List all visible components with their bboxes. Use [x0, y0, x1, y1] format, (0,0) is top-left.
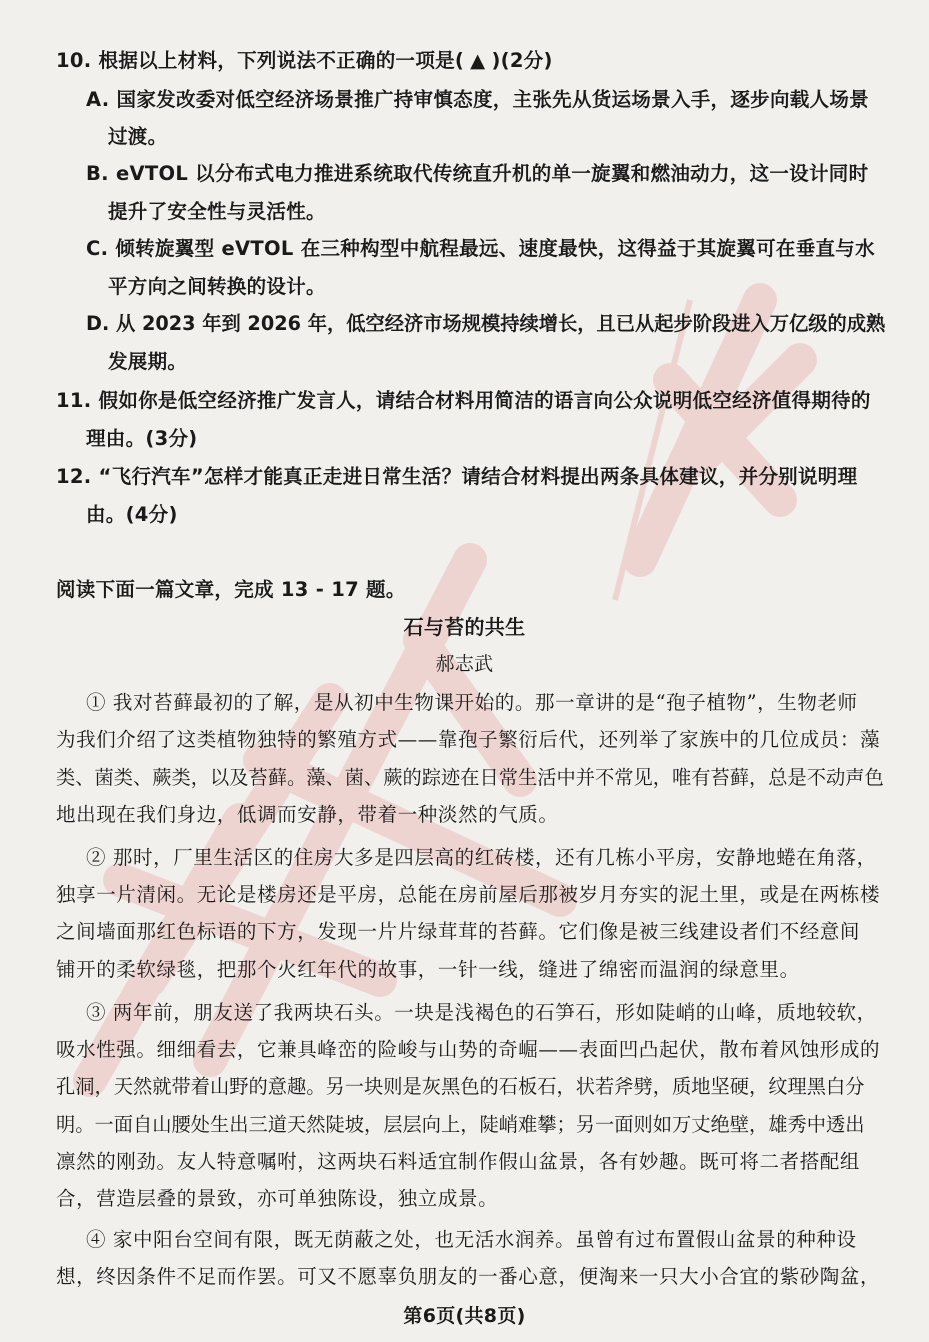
q12-line1: 12. “飞行汽车”怎样才能真正走进日常生活？请结合材料提出两条具体建议，并分别说明理	[56, 465, 858, 488]
q10-option-d-line1: D. 从 2023 年到 2026 年，低空经济市场规模持续增长，且已从起步阶段进入万亿级的成熟	[86, 312, 886, 335]
paragraph-2-line: 铺开的柔软绿毯，把那个火红年代的故事，一针一线，缝进了绵密而温润的绿意里。	[56, 958, 800, 981]
paragraph-2-line: ② 那时，厂里生活区的住房大多是四层高的红砖楼，还有几栋小平房，安静地蜷在角落，	[86, 846, 877, 869]
article-title: 石与苔的共生	[403, 615, 526, 639]
paragraph-3-line: 凛然的刚劲。友人特意嘱咐，这两块石料适宜制作假山盆景，各有妙趣。既可将二者搭配组	[56, 1150, 861, 1173]
q10-option-b-line2: 提升了安全性与灵活性。	[108, 200, 326, 223]
paragraph-4-line: 想，终因条件不足而作罢。可又不愿辜负朋友的一番心意，便淘来一只大小合宜的紫砂陶盆，	[56, 1265, 881, 1288]
paragraph-3-line: 吸水性强。细细看去，它兼具峰峦的险峻与山势的奇崛——表面凹凸起伏，散布着风蚀形成的	[56, 1038, 881, 1061]
q10-option-b-line1: B. eVTOL 以分布式电力推进系统取代传统直升机的单一旋翼和燃油动力，这一设计同时	[86, 162, 869, 185]
q11-line2: 理由。(3分)	[86, 427, 198, 450]
q12-line2: 由。(4分)	[86, 503, 178, 526]
q10-stem-before: 10. 根据以上材料，下列说法不正确的一项是(	[56, 49, 465, 72]
q10-option-c-line1: C. 倾转旋翼型 eVTOL 在三种构型中航程最远、速度最快，这得益于其旋翼可在垂直与水	[86, 237, 875, 260]
paragraph-3-line: 孔洞，天然就带着山野的意趣。另一块则是灰黑色的石板石，状若斧劈，质地坚硬，纹理黑白分	[56, 1075, 865, 1098]
q10-option-c-line2: 平方向之间转换的设计。	[108, 275, 326, 298]
q10-stem-after: )(2分)	[491, 49, 553, 72]
paragraph-2-line: 之间墙面那红色标语的下方，发现一片片绿茸茸的苔藓。它们像是被三线建设者们不经意间	[56, 920, 861, 943]
paragraph-4-line: ④ 家中阳台空间有限，既无荫蔽之处，也无活水润养。虽曾有过布置假山盆景的种种设	[86, 1228, 857, 1251]
q11-line1: 11. 假如你是低空经济推广发言人，请结合材料用简洁的语言向公众说明低空经济值得期待的	[56, 389, 871, 412]
page-number-footer: 第6页(共8页)	[403, 1305, 526, 1327]
watermark-stroke	[640, 300, 760, 560]
q10-option-d-line2: 发展期。	[108, 350, 188, 373]
article-author: 郝志武	[435, 653, 494, 675]
paragraph-1-line: 地出现在我们身边，低调而安静，带着一种淡然的气质。	[56, 803, 559, 826]
paragraph-1-line: ① 我对苔藓最初的了解，是从初中生物课开始的。那一章讲的是“孢子植物”，生物老师	[86, 691, 858, 714]
paragraph-3-line: 明。一面自山腰处生出三道天然陡坡，层层向上，陡峭难攀；另一面则如万丈绝壁，雄秀中透出	[56, 1113, 865, 1136]
q10-stem	[56, 48, 553, 74]
q10-option-a-line2: 过渡。	[108, 125, 168, 148]
reading-instruction: 阅读下面一篇文章，完成 13 - 17 题。	[56, 578, 406, 601]
paragraph-3-line: 合，营造层叠的景致，亦可单独陈设，独立成景。	[56, 1187, 499, 1210]
watermark-stroke	[615, 300, 690, 600]
paragraph-1-line: 类、菌类、蕨类，以及苔藓。藻、菌、蕨的踪迹在日常生活中并不常见，唯有苔藓，总是不动声色	[56, 766, 884, 789]
paragraph-2-line: 独享一片清闲。无论是楼房还是平房，总能在房前屋后那被岁月夯实的泥土里，或是在两栋楼	[56, 883, 881, 906]
answer-placeholder-triangle: ▲	[470, 49, 486, 72]
paragraph-1-line: 为我们介绍了这类植物独特的繁殖方式——靠孢子繁衍后代，还列举了家族中的几位成员：藻	[56, 728, 881, 751]
paragraph-3-line: ③ 两年前，朋友送了我两块石头。一块是浅褐色的石笋石，形如陡峭的山峰，质地较软，	[86, 1001, 877, 1024]
q10-option-a-line1: A. 国家发改委对低空经济场景推广持审慎态度，主张先从货运场景入手，逐步向载人场景	[86, 88, 869, 111]
